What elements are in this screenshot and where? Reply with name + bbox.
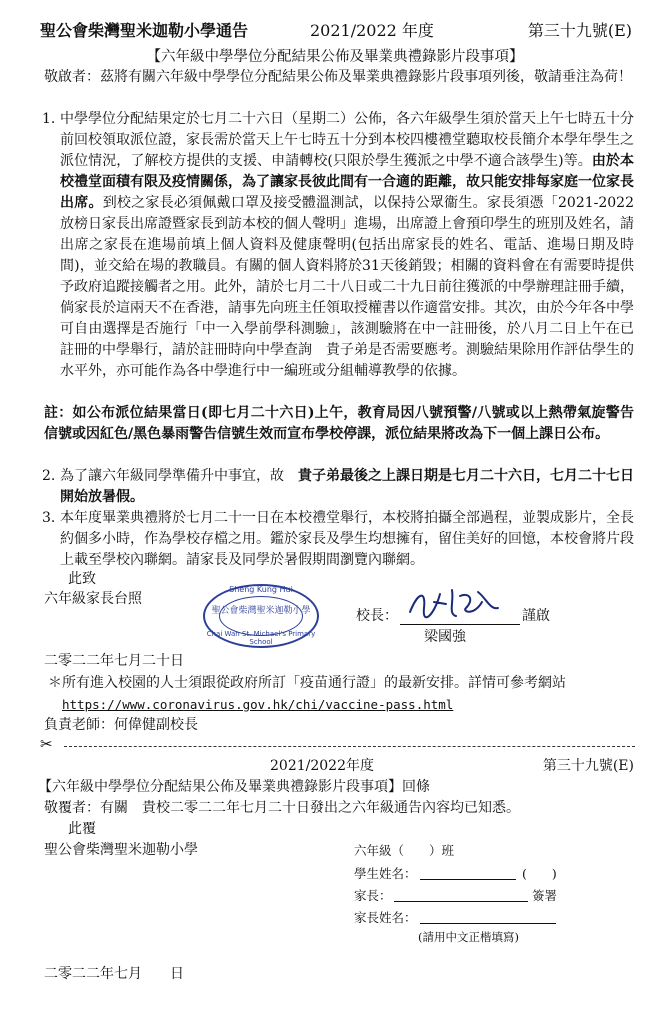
scissors-icon: ✂ [40, 735, 53, 753]
greeting: 敬啟者：茲將有關六年級中學學位分配結果公佈及畢業典禮錄影片段事項列後，敬請垂注為荷！ [44, 69, 632, 85]
reply-body: 敬覆者：有關 貴校二零二二年七月二十日發出之六年級通告內容均已知悉。 [44, 800, 520, 816]
item-2-marker: 2. [42, 468, 56, 484]
item-3-paragraph: 本年度畢業典禮將於七月二十一日在本校禮堂舉行，本校將拍攝全部過程，並製成影片，全長約個多小時，作為學校存檔之用。鑑於家長及學生均想擁有，留住美好的回憶，本校會將片段上載至學校內聯網。請家長及同學於暑假期間瀏覽內聯網。 [60, 510, 634, 568]
reply-school-name: 聖公會柴灣聖米迦勒小學 [44, 842, 198, 858]
school-seal [203, 584, 319, 648]
weather-note-text: 註：如公布派位結果當日(即七月二十六日)上午，教育局因八號預警/八號或以上熱帶氣旋警告信號或因紅色/黑色暴雨警告信號生效而宣布學校停課，派位結果將改為下一個上課日公布。 [44, 405, 634, 442]
addressee: 六年級家長台照 [44, 591, 142, 607]
item-1-text-a: 中學學位分配結果定於七月二十六日（星期二）公佈，各六年級學生須於當天上午七時五十分前回校領取派位證，家長需於當天上午七時五十分到本校四樓禮堂聽取校長簡介本學年學生之派位情況，了解校方提供的支援、申請轉校(只限於學生獲派之中學不適合該學生)等。 [60, 111, 634, 169]
item-3-marker: 3. [42, 510, 56, 526]
item-2-text-a: 為了讓六年級同學準備升中事宜，故 [60, 468, 298, 484]
principal-signature-line [400, 624, 520, 625]
principal-signature [404, 582, 504, 624]
reply-date: 二零二二年七月 日 [44, 966, 184, 982]
student-name-field[interactable] [420, 879, 516, 880]
school-title: 聖公會柴灣聖米迦勒小學通告 [40, 21, 249, 40]
parent-label: 家長： [354, 888, 392, 903]
school-year: 2021/2022 年度 [310, 21, 434, 40]
principal-label: 校長： [356, 608, 398, 624]
notice-header [40, 18, 632, 42]
notice-date: 二零二二年七月二十日 [44, 653, 184, 669]
vaccine-pass-link[interactable]: https://www.coronavirus.gov.hk/chi/vaccine-pass.html [62, 697, 454, 712]
seal-bottom-text: Chai Wan St. Michael's Primary School [206, 630, 316, 646]
item-1-bold-text: 由於本校禮堂面積有限及疫情關係，為了讓家長彼此間有一合適的距離，故只能安排每家庭一位家長出席。 [60, 153, 635, 211]
parent-name-field[interactable] [420, 923, 556, 924]
weather-note [44, 403, 634, 445]
reply-notice-number: 第三十九號(E) [542, 758, 634, 774]
notice-subject: 【六年級中學學位分配結果公佈及畢業典禮錄影片段事項】 [146, 49, 524, 65]
item-1-text-c: 到校之家長必須佩戴口罩及接受體溫測試，以保持公眾衞生。家長須憑「2021-2022放榜日家長出席證暨家長到訪本校的個人聲明」進場，出席證上會預印學生的班別及姓名，請出席之家長在進場前填上個人資料及健康聲明(包括出席家長的姓名、電話、進場日期及時間)，並交給在場的教職員。有關的個人資料將於31天後銷毀；相關的資料會在有需要時提供予政府追蹤接觸者之用。此外，請於七月二十八日或二十九日前往獲派的中學辦理註冊手續，倘家長於這兩天不在香港，請事先向班主任領取授權書以作適當安排。其次，由於今年各中學可自由選擇是否施行「中一入學前學科測驗」，該測驗將在中一註冊後，於八月二日上午在已註冊的中學舉行，請於註冊時向中學查詢 貴子弟是否需要應考。測驗結果除用作評估學生的水平外，亦可能作為各中學進行中一編班或分組輔導教學的依據。 [60, 195, 634, 379]
notice-number: 第三十九號(E) [527, 21, 632, 40]
item-1-marker: 1. [42, 111, 56, 127]
parent-name-label: 家長姓名： [354, 910, 417, 925]
item-1-paragraph [60, 109, 634, 382]
vaccine-notice: ＊所有進入校園的人士須跟從政府所訂「疫苗通行證」的最新安排。詳情可參考網站 [48, 675, 566, 691]
teacher-in-charge: 負責老師：何偉健副校長 [44, 717, 198, 733]
student-number-field[interactable]: ( ) [522, 866, 557, 881]
seal-top-text: Sheng Kung Hui [229, 585, 293, 594]
respect-closing: 謹啟 [522, 608, 550, 624]
closing-cizhi: 此致 [68, 571, 96, 587]
item-2-bold-text: 貴子弟最後之上課日期是七月二十六日，七月二十七日開始放暑假。 [60, 468, 634, 505]
reply-subject: 【六年級中學學位分配結果公佈及畢業典禮錄影片段事項】回條 [38, 779, 430, 795]
fill-in-hint: (請用中文正楷填寫) [418, 930, 519, 944]
cut-line [40, 735, 635, 753]
item-2-paragraph [60, 466, 634, 508]
parent-signature-field[interactable] [394, 901, 528, 902]
principal-name: 梁國強 [424, 629, 466, 645]
reply-year: 2021/2022年度 [270, 758, 374, 774]
reply-closing: 此覆 [68, 821, 96, 837]
dashed-divider [64, 746, 635, 747]
vaccine-url-row [62, 694, 562, 716]
student-name-label: 學生姓名： [354, 866, 417, 881]
seal-middle-text: 聖公會柴灣聖米迦勒小學 [211, 606, 311, 616]
class-field-label: 六年級（ ）班 [354, 843, 455, 858]
sign-label: 簽署 [532, 888, 558, 903]
